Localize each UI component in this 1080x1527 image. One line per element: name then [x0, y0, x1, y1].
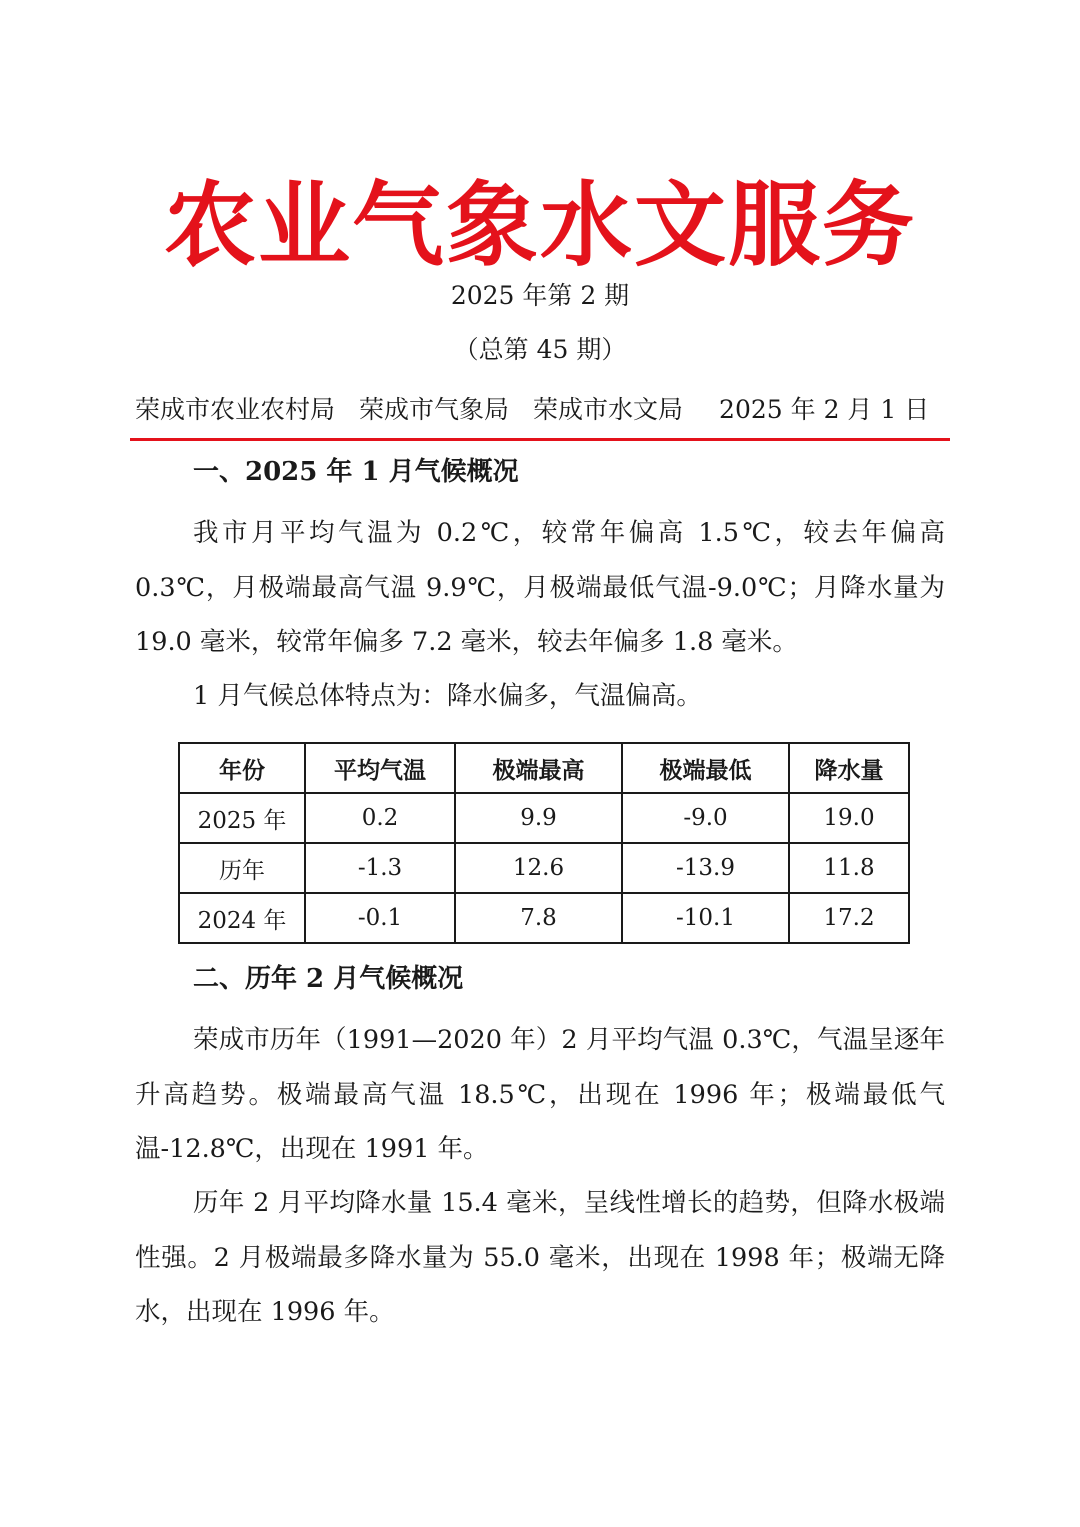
- header-mean-temp: 平均气温: [305, 743, 455, 793]
- issuer-line: [135, 394, 935, 426]
- issuer-hydrology-bureau: 荣成市水文局: [533, 395, 684, 424]
- header-extreme-max: 极端最高: [455, 743, 622, 793]
- table-cell: -1.3: [305, 843, 455, 893]
- table-cell: -10.1: [622, 893, 789, 943]
- table-cell: -0.1: [305, 893, 455, 943]
- section-2-paragraph-2: 历年 2 月平均降水量 15.4 毫米，呈线性增长的趋势，但降水极端性强。2 月极端最多降水量为 55.0 毫米，出现在 1998 年；极端无降水，出现在 1996 年。: [135, 1188, 945, 1327]
- header-precipitation: 降水量: [789, 743, 909, 793]
- section-1-heading: 一、2025 年 1 月气候概况: [193, 457, 519, 487]
- table-cell: 7.8: [455, 893, 622, 943]
- table-row: [179, 893, 909, 943]
- section-1-paragraph-1: 我市月平均气温为 0.2℃，较常年偏高 1.5℃，较去年偏高 0.3℃，月极端最高气温 9.9℃，月极端最低气温-9.0℃；月降水量为 19.0 毫米，较常年偏多 7.2 毫米，较去年偏多 1.8 毫米。: [135, 518, 945, 657]
- section-2-paragraph-1: 荣成市历年（1991—2020 年）2 月平均气温 0.3℃，气温呈逐年升高趋势。极端最高气温 18.5℃，出现在 1996 年；极端最低气温-12.8℃，出现在 1991 年。: [135, 1025, 945, 1164]
- table-row: [179, 793, 909, 843]
- table-cell: 0.2: [305, 793, 455, 843]
- issuer-agriculture-bureau: 荣成市农业农村局: [135, 395, 336, 424]
- table-cell: 历年: [179, 843, 305, 893]
- table-cell: 11.8: [789, 843, 909, 893]
- table-cell: -9.0: [622, 793, 789, 843]
- table-cell: 9.9: [455, 793, 622, 843]
- table-cell: -13.9: [622, 843, 789, 893]
- table-cell: 17.2: [789, 893, 909, 943]
- table-cell: 2024 年: [179, 893, 305, 943]
- issue-number: 2025 年第 2 期: [450, 281, 630, 310]
- cumulative-issue-number: （总第 45 期）: [453, 335, 627, 364]
- table-row: [179, 843, 909, 893]
- table-cell: 2025 年: [179, 793, 305, 843]
- section-2-heading: 二、历年 2 月气候概况: [193, 964, 464, 994]
- issue-date: 2025 年 2 月 1 日: [719, 395, 930, 424]
- section-1-paragraph-2: 1 月气候总体特点为：降水偏多，气温偏高。: [193, 681, 702, 711]
- header-year: 年份: [179, 743, 305, 793]
- table-cell: 19.0: [789, 793, 909, 843]
- climate-comparison-table: [178, 742, 910, 944]
- table-header-row: [179, 743, 909, 793]
- header-extreme-min: 极端最低: [622, 743, 789, 793]
- issuer-meteorology-bureau: 荣成市气象局: [359, 395, 510, 424]
- header-divider: [130, 438, 950, 441]
- masthead-title: 农业气象水文服务: [163, 171, 916, 279]
- table-cell: 12.6: [455, 843, 622, 893]
